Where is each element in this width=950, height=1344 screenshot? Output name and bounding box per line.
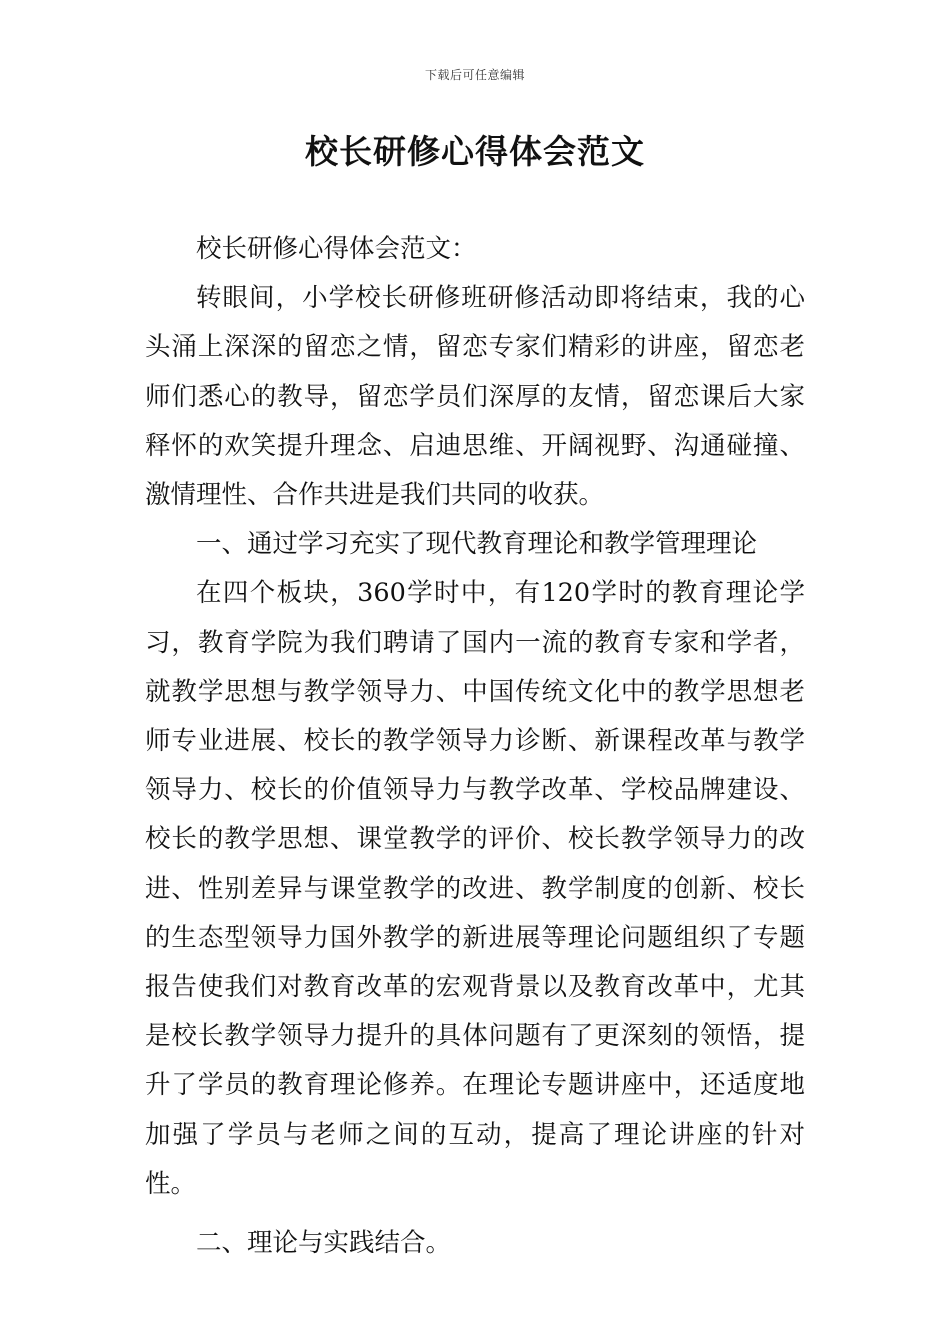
header-note: 下载后可任意编辑 — [424, 68, 525, 82]
opening-paragraph: 转眼间，小学校长研修班研修活动即将结束，我的心头涌上深深的留恋之情，留恋专家们精彩的讲座，留恋老师们悉心的教导，留恋学员们深厚的友情，留恋课后大家释怀的欢笑提升理念、启迪思维、开阔视野、沟通碰撞、激情理性、合作共进是我们共同的收获。 — [145, 283, 805, 511]
section-1-paragraph: 在四个板块，360学时中，有120学时的教育理论学习，教育学院为我们聘请了国内一流的教育专家和学者，就教学思想与教学领导力、中国传统文化中的教学思想老师专业进展、校长的教学领导力诊断、新课程改革与教学领导力、校长的价值领导力与教学改革、学校品牌建设、校长的教学思想、课堂教学的评价、校长教学领导力的改进、性别差异与课堂教学的改进、教学制度的创新、校长的生态型领导力国外教学的新进展等理论问题组织了专题报告使我们对教育改革的宏观背景以及教育改革中，尤其是校长教学领导力提升的具体问题有了更深刻的领悟，提升了学员的教育理论修养。在理论专题讲座中，还适度地加强了学员与老师之间的互动，提高了理论讲座的针对性。 — [145, 578, 805, 1199]
section-heading-1: 一、通过学习充实了现代教育理论和教学管理理论 — [196, 529, 758, 560]
section-heading-2: 二、理论与实践结合。 — [196, 1228, 452, 1259]
intro-paragraph: 校长研修心得体会范文： — [196, 234, 477, 264]
document-body — [145, 225, 805, 1268]
document-title: 校长研修心得体会范文 — [305, 132, 645, 171]
